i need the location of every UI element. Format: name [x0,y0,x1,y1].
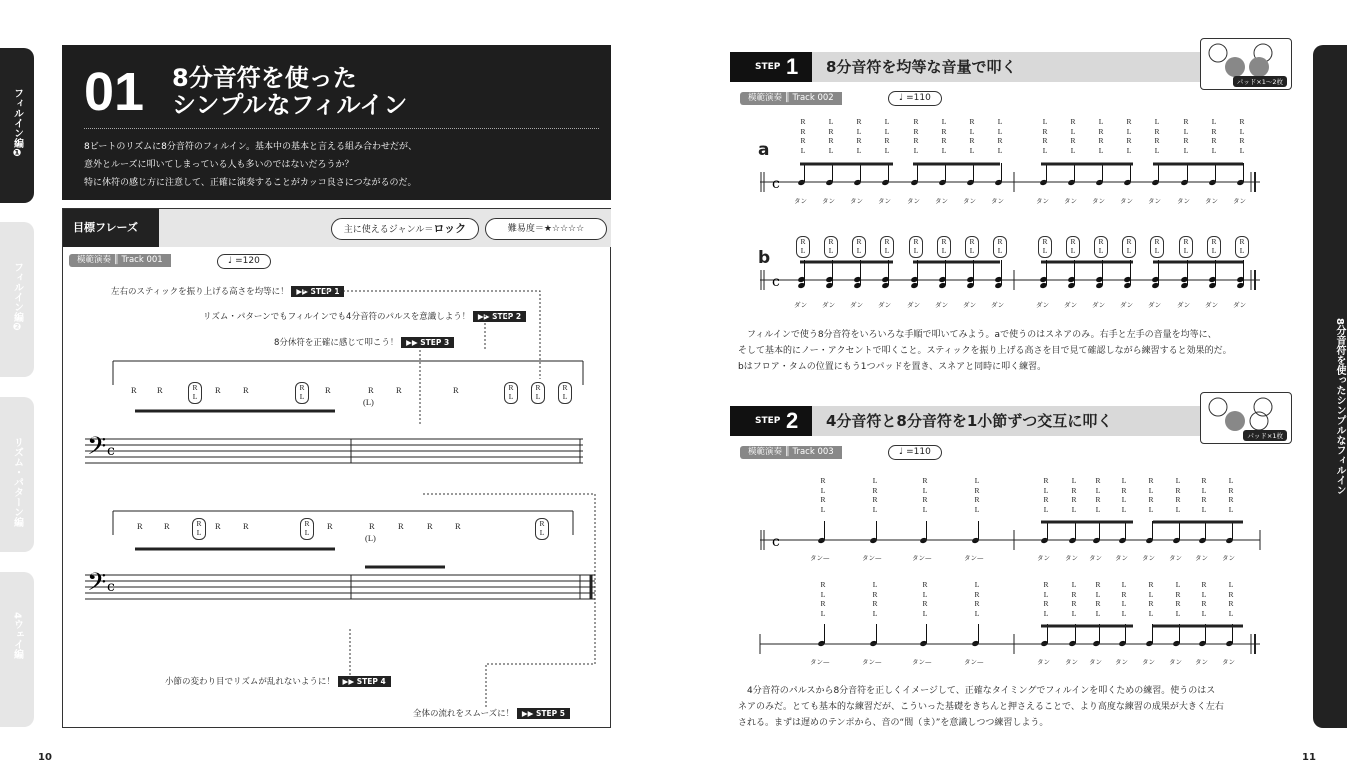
sticking-circle: R L [300,518,314,540]
svg-text:c: c [107,443,115,459]
note-stem [917,266,918,285]
count-label: ダン [794,301,808,309]
marker-b: b [758,248,771,268]
sticking-circle: R L [1122,236,1136,258]
step2-pad-diagram [1200,392,1292,444]
sticking-column: R L R L [1148,476,1154,514]
sticking-circle: R L [504,382,518,404]
count-label: タン [1036,197,1049,205]
note-stem [860,266,861,285]
sticking: R [215,521,221,531]
sticking: R [453,385,459,395]
sticking-circle: R L [295,382,309,404]
note-stem [1001,266,1002,285]
count-label: タン [1037,554,1050,562]
sticking-circle: R L [1094,236,1108,258]
svg-text:c: c [772,176,780,192]
count-label: ダン [850,301,864,309]
sticking-circle: R L [1150,236,1164,258]
sticking-column: L R R L [1211,117,1217,155]
sticking-circle: R L [531,382,545,404]
sticking-column: L R R L [1228,476,1234,514]
step-label: STEP [755,416,781,426]
note-stem [1130,266,1131,285]
count-label: タン [1148,197,1161,205]
note-stem [973,266,974,285]
sticking-column: L R R L [1071,580,1077,618]
count-label: タン [1205,197,1218,205]
para-line: bはフロア・タムの位置にもう1つパッドを置き、スネアと同時に叩く練習。 [738,362,1047,372]
hint-text: 左右のスティックを振り上げる高さを均等に！ [111,287,289,297]
sticking: R [368,385,374,395]
sticking-column: L R R L [872,476,878,514]
drum-staff-2 [75,509,605,609]
count-label: タン [1142,658,1155,666]
step1-badge [730,52,812,82]
sticking: R [164,521,170,531]
sticking: R [455,521,461,531]
sticking-column: L R R L [1175,580,1181,618]
hint-text: 8分休符を正確に感じて叩こう！ [274,338,399,348]
step2-track-tag[interactable]: 模範演奏 ║ Track 003 [740,446,842,459]
sticking-column: L R L L [1121,476,1127,514]
count-label: ダン [1233,301,1247,309]
sticking-column: L L R L [997,117,1003,155]
step-number: 1 [786,54,799,79]
note-stem [945,266,946,285]
chapter-band [1313,45,1347,728]
track-tag[interactable]: 模範演奏 ║ Track 001 [69,254,171,267]
count-label: タン [907,197,920,205]
tempo-label: ♩ =120 [217,254,271,269]
step1-track-tag[interactable]: 模範演奏 ║ Track 002 [740,92,842,105]
sticking-column: R R R L [800,117,806,155]
sticking-column: R L R L [1183,117,1189,155]
sticking: R [157,385,163,395]
count-label: ダン [822,301,836,309]
sticking-circle: R L [824,236,838,258]
hint-text: 小節の変わり目でリズムが乱れないように！ [165,677,335,687]
note-stem [1215,266,1216,285]
side-tab-label: フィルイン編❶ [11,88,23,159]
lesson-description [84,138,417,192]
count-label: ダン [1036,301,1050,309]
sticking-column: L R R L [974,476,980,514]
count-label: タン— [912,658,932,666]
count-label: タン— [810,658,830,666]
sticking-circle: R L [535,518,549,540]
lesson-title-line2: シンプルなフィルイン [172,91,408,119]
sticking-column: L L R L [884,117,890,155]
sticking-column: L R R L [872,580,878,618]
svg-text:c: c [772,534,780,550]
step1-tempo: ♩ =110 [888,91,942,106]
sticking-column: L R L L [1121,580,1127,618]
sticking-circle: R L [558,382,572,404]
count-label: タン [1115,554,1128,562]
sticking-column: R L R L [1095,580,1101,618]
desc-line: 意外とルーズに叩いてしまっている人も多いのではないだろうか？ [84,160,354,170]
sticking-circle: R L [993,236,1007,258]
note-stem [1187,266,1188,285]
note-stem [1102,266,1103,285]
sticking-column: R L R L [820,580,826,618]
count-label: タン [1065,554,1078,562]
sticking-column: R L R L [922,580,928,618]
count-label: ダン [935,301,949,309]
step-link[interactable]: ▶▶ STEP 2 [473,311,526,322]
sticking-circle: R L [937,236,951,258]
count-label: タン— [862,554,882,562]
step1-description [738,327,1298,375]
sticking-circle: R L [796,236,810,258]
svg-text:𝄢: 𝄢 [87,568,107,603]
hint-text: リズム・パターンでもフィルインでも4分音符のパルスを意識しよう！ [203,312,471,322]
para-line: ネアのみだ。とても基本的な練習だが、こういった基礎をきちんと押さえることで、より高度な練習の成果が大きく左右 [738,702,1224,712]
sticking-circle: R L [852,236,866,258]
count-label: タン [1195,554,1208,562]
sticking: R [396,385,402,395]
step2-staff-2 [755,622,1265,662]
count-label: タン [1064,197,1077,205]
sticking-circle: R L [909,236,923,258]
sticking-circle: R L [188,382,202,404]
sticking-circle: R L [1235,236,1249,258]
sticking: R [131,385,137,395]
lesson-title-line1: 8分音符を使った [172,64,357,92]
count-label: タン [1089,658,1102,666]
step-label: STEP [755,62,781,72]
side-tab-fillin-1[interactable] [0,48,34,203]
hint-text: 全体の流れをスムーズに！ [413,709,515,719]
sticking: R [427,521,433,531]
count-label: タン [1195,658,1208,666]
side-tab-label: フィルイン編❷ [11,262,23,333]
sticking-column: L R R L [941,117,947,155]
sticking-column: L R R L [974,580,980,618]
step2-description [738,683,1298,731]
lesson-title [172,65,407,119]
svg-text:c: c [107,579,115,595]
difficulty-prefix: 難易度＝ [507,224,544,234]
svg-text:c: c [772,274,780,290]
para-line: 4分音符のパルスから8分音符を正しくイメージして、正確なタイミングでフィルインを叩くための練習。使うのはス [738,686,1216,696]
count-label: タン [822,197,835,205]
count-label: タン [1222,554,1235,562]
count-label: タン— [912,554,932,562]
step2-tempo: ♩ =110 [888,445,942,460]
count-label: タン [794,197,807,205]
count-label: ダン [1177,301,1191,309]
step1-title: 8分音符を均等な音量で叩く [826,58,1017,76]
step-link[interactable]: ▶▶ STEP 4 [338,676,391,687]
step-number: 2 [786,408,799,433]
sticking: R [327,521,333,531]
side-tab-rhythm[interactable] [0,397,34,552]
sticking: R [369,521,375,531]
sticking-column: R L R L [1095,476,1101,514]
count-label: タン [1222,658,1235,666]
count-label: タン— [964,658,984,666]
sticking-column: L R R L [1228,580,1234,618]
page-number-left: 10 [38,752,52,763]
sticking-column: L R R L [828,117,834,155]
page-number-right: 11 [1302,752,1316,763]
pad-caption: パッド×1〜2枚 [1233,76,1287,87]
sticking-circle: R L [192,518,206,540]
sticking-column: R L R L [1126,117,1132,155]
count-label: ダン [991,301,1005,309]
side-tab-4way[interactable] [0,572,34,727]
count-label: タン [991,197,1004,205]
sticking-column: R L R L [820,476,826,514]
count-label: タン [850,197,863,205]
count-label: タン [1120,197,1133,205]
marker-a: a [758,140,770,160]
sticking-circle: R L [965,236,979,258]
step1-pad-diagram [1200,38,1292,90]
pad-caption: パッド×1枚 [1243,430,1287,441]
sticking-column: R R R L [913,117,919,155]
step2-badge [730,406,812,436]
count-label: タン [1169,658,1182,666]
sticking-column: R L R L [969,117,975,155]
lesson-number: 01 [84,62,145,122]
count-label: ダン [1064,301,1078,309]
count-label: タン [1037,658,1050,666]
sticking: R [243,385,249,395]
para-line: される。まずは遅めのテンポから、音の“間（ま）”を意識しつつ練習しよう。 [738,718,1049,728]
sticking-circle: R L [1179,236,1193,258]
step-link[interactable]: ▶▶ STEP 5 [517,708,570,719]
step-link[interactable]: ▶▶ STEP 3 [401,337,454,348]
note-stem [1074,266,1075,285]
sticking-column: L R R L [1098,117,1104,155]
chapter-band-text: 8分音符を使ったシンプルなフィルイン [1334,318,1345,495]
step-link[interactable]: ▶▶ STEP 1 [291,286,344,297]
count-label: タン [963,197,976,205]
sticking: R [215,385,221,395]
genre-prefix: 主に使えるジャンル＝ [343,225,434,235]
sticking-circle: R L [880,236,894,258]
sticking-column: L R R L [1175,476,1181,514]
count-label: ダン [1148,301,1162,309]
drum-staff-1 [75,359,605,469]
count-label: タン [1169,554,1182,562]
phrase-label: 目標フレーズ [63,209,159,247]
sticking-circle: R L [1207,236,1221,258]
side-tab-label: 4ウェイ編 [11,612,23,659]
count-label: タン [878,197,891,205]
count-label: ダン [963,301,977,309]
count-label: ダン [1092,301,1106,309]
count-label: タン [1142,554,1155,562]
sticking-column: R L R L [856,117,862,155]
sticking-column: L R R L [1154,117,1160,155]
pad-icon [1201,393,1291,433]
desc-line: 8ビートのリズムに8分音符のフィルイン。基本中の基本と言える組み合わせだが、 [84,142,418,152]
difficulty-stars: ★☆☆☆☆ [543,224,585,234]
side-tab-label: リズム・パターン編 [11,437,23,527]
step2-staff-1 [755,518,1265,558]
sticking-column: R L R L [1148,580,1154,618]
pad-icon [1201,39,1291,79]
count-label: タン [1092,197,1105,205]
sticking-column: R L R L [1201,580,1207,618]
svg-text:𝄢: 𝄢 [87,432,107,467]
count-label: タン— [862,658,882,666]
count-label: タン— [964,554,984,562]
sticking-column: R L R L [922,476,928,514]
connector-lines [63,209,611,729]
count-label: タン [1065,658,1078,666]
sticking-column: L R R L [1071,476,1077,514]
sticking-column: R L R L [1201,476,1207,514]
sticking-column: R L R L [1043,476,1049,514]
desc-line: 特に休符の感じ方に注意して、正確に演奏することがカッコ良さにつながるのだ。 [84,178,417,188]
count-label: タン [1115,658,1128,666]
note-stem [1158,266,1159,285]
note-stem [1046,266,1047,285]
step1-staff-a [755,160,1265,210]
sticking: (L) [363,397,374,407]
para-line: そして基本的にノー・アクセントで叩くこと。スティックを振り上げる高さを目で見て確認しながら練習すると効果的だ。 [738,346,1232,356]
sticking: R [398,521,404,531]
para-line: フィルインで使う8分音符をいろいろな手順で叩いてみよう。aで使うのはスネアのみ。右手と左手の音量を均等に、 [738,330,1217,340]
count-label: ダン [1120,301,1134,309]
sticking: (L) [365,533,376,543]
count-label: タン— [810,554,830,562]
count-label: ダン [1205,301,1219,309]
sticking: R [325,385,331,395]
note-stem [804,266,805,285]
sticking-column: R L R L [1239,117,1245,155]
note-stem [888,266,889,285]
sticking-column: R L R L [1070,117,1076,155]
title-block [62,45,611,200]
count-label: タン [1089,554,1102,562]
sticking-circle: R L [1066,236,1080,258]
sticking-column: L R R L [1042,117,1048,155]
count-label: ダン [907,301,921,309]
genre-value: ロック [433,222,467,235]
sticking: R [243,521,249,531]
count-label: ダン [878,301,892,309]
sticking-column: R L R L [1043,580,1049,618]
sticking-circle: R L [1038,236,1052,258]
sticking: R [137,521,143,531]
note-stem [1243,266,1244,285]
target-phrase-box [62,208,611,728]
note-stem [832,266,833,285]
side-tab-fillin-2[interactable] [0,222,34,377]
count-label: タン [1177,197,1190,205]
count-label: タン [1233,197,1246,205]
divider [84,128,599,129]
count-label: タン [935,197,948,205]
step2-title: 4分音符と8分音符を1小節ずつ交互に叩く [826,412,1113,430]
